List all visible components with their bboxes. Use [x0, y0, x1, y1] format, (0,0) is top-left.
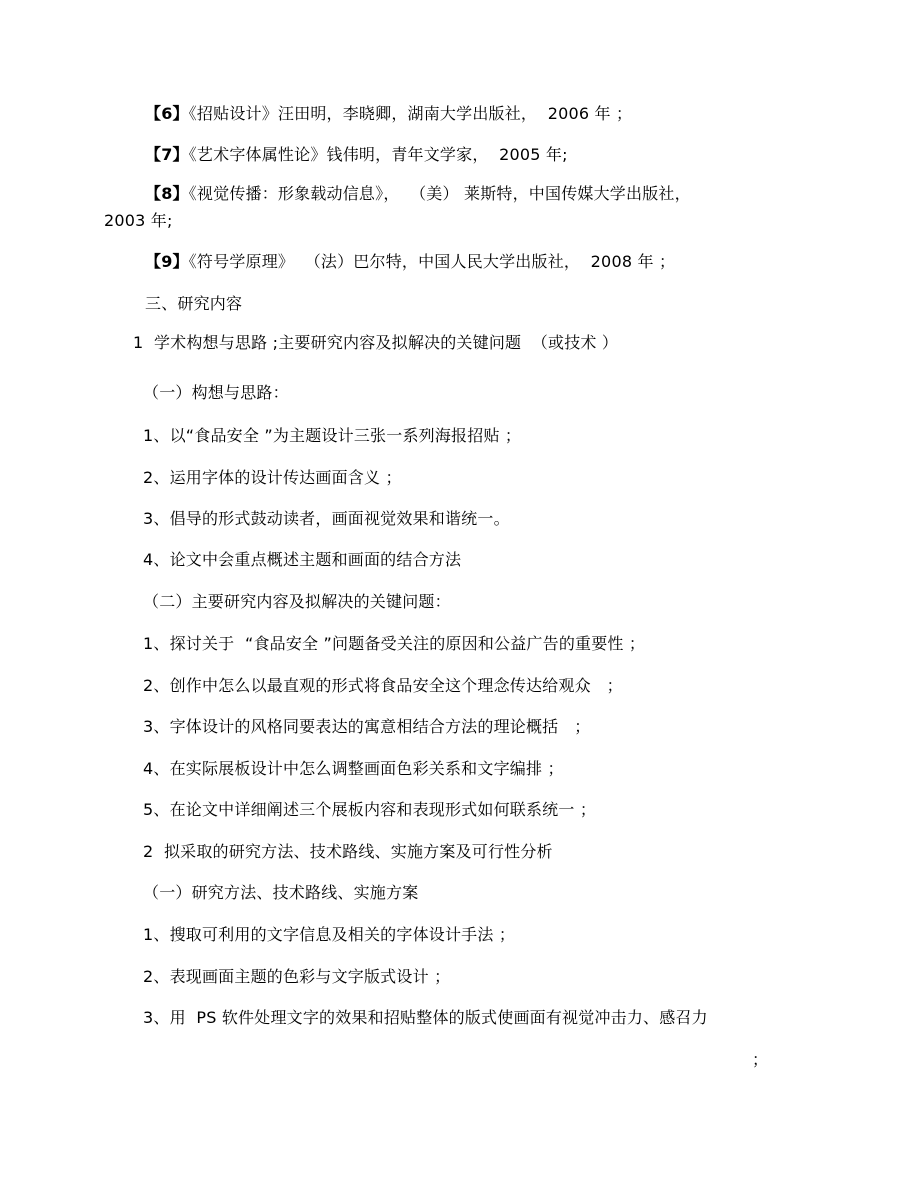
- sub2-title: （二）主要研究内容及拟解决的关键问题：: [143, 592, 451, 611]
- reference-number: 【8】: [145, 184, 189, 203]
- list-item: 3、倡导的形式鼓动读者，画面视觉效果和谐统一。: [143, 509, 510, 528]
- reference-9: [145, 252, 675, 272]
- list-item: 1、搜取可利用的文字信息及相关的字体设计手法 ；: [143, 925, 516, 944]
- reference-8: [145, 184, 691, 204]
- list-item: 1、以“食品安全 ”为主题设计三张一系列海报招贴 ；: [143, 426, 522, 445]
- list-item: 3、字体设计的风格同要表达的寓意相结合方法的理论概括 ；: [143, 717, 591, 736]
- list-item: 1、探讨关于 “食品安全 ”问题备受关注的原因和公益广告的重要性 ；: [143, 634, 646, 653]
- item2-title: 2 拟采取的研究方法、技术路线、实施方案及可行性分析: [143, 842, 553, 861]
- reference-6: [145, 104, 632, 124]
- list-item: 4、在实际展板设计中怎么调整画面色彩关系和文字编排 ；: [143, 759, 564, 778]
- reference-text: 《招贴设计》汪田明，李晓卿，湖南大学出版社， 2006 年 ；: [188, 104, 633, 123]
- reference-7: [145, 145, 568, 165]
- trailing-semicolon: ；: [752, 1050, 769, 1069]
- list-item: 2、运用字体的设计传达画面含义 ；: [143, 468, 402, 487]
- reference-number: 【6】: [145, 104, 189, 123]
- sub3-title: （一）研究方法、技术路线、实施方案: [143, 883, 419, 902]
- reference-number: 【7】: [145, 145, 189, 164]
- list-item: 4、论文中会重点概述主题和画面的结合方法: [143, 550, 462, 569]
- reference-text: 《艺术字体属性论》钱伟明，青年文学家， 2005 年;: [188, 145, 568, 164]
- item1-title: 1 学术构想与思路 ;主要研究内容及拟解决的关键问题 （或技术 ）: [133, 333, 619, 352]
- reference-number: 【9】: [145, 252, 189, 271]
- list-item: 2、表现画面主题的色彩与文字版式设计 ；: [143, 967, 451, 986]
- list-item: 3、用 PS 软件处理文字的效果和招贴整体的版式使画面有视觉冲击力、感召力: [143, 1008, 708, 1027]
- sub1-title: （一）构想与思路：: [143, 383, 289, 402]
- section-title: 三、研究内容: [145, 294, 243, 313]
- list-item: 5、在论文中详细阐述三个展板内容和表现形式如何联系统一 ；: [143, 800, 597, 819]
- reference-8-continued: 2003 年;: [104, 211, 173, 230]
- reference-text: 《视觉传播：形象载动信息》， （美） 莱斯特，中国传媒大学出版社，: [188, 184, 691, 203]
- list-item: 2、创作中怎么以最直观的形式将食品安全这个理念传达给观众 ；: [143, 676, 623, 695]
- reference-text: 《符号学原理》 （法）巴尔特，中国人民大学出版社， 2008 年 ；: [188, 252, 676, 271]
